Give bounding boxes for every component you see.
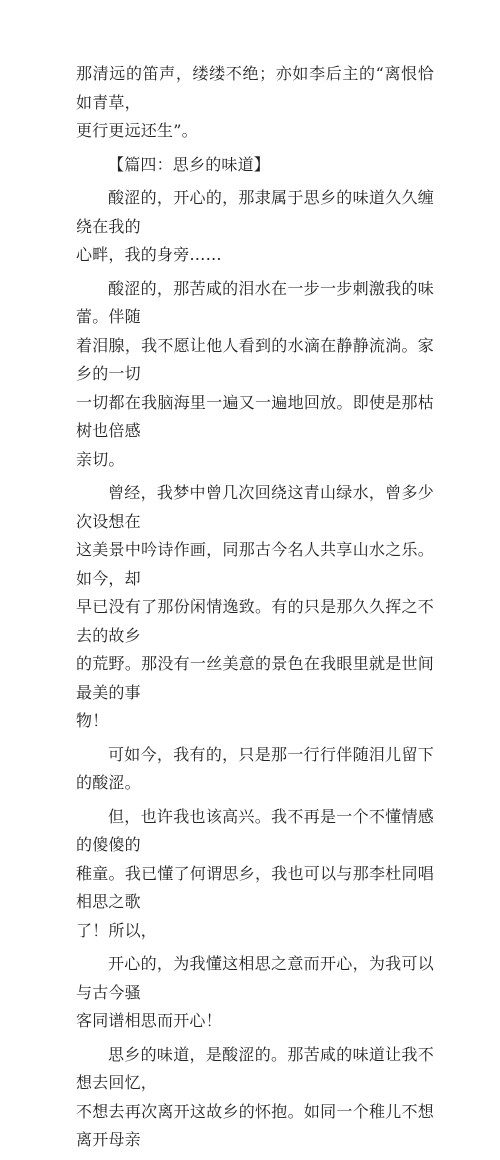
text-line: 可如今，我有的，只是那一行行伴随泪儿留下的酸涩。 [76,744,434,792]
paragraph-8 [76,1041,434,1155]
text-line: 的荒野。那没有一丝美意的景色在我眼里就是世间最美的事 [76,654,434,702]
text-line: 不想去再次离开这故乡的怀抱。如同一个稚儿不想离开母亲 [76,1101,434,1149]
paragraph-3 [76,275,434,475]
text-line: 客同谱相思而开心！ [76,1011,222,1030]
text-line: 曾经，我梦中曾几次回绕这青山绿水，曾多少次设想在 [76,483,434,531]
paragraph-4 [76,479,434,736]
text-line: 物！ [76,711,109,730]
text-line: 亲切。 [76,449,125,469]
text-line: 酸涩的，开心的，那隶属于思乡的味道久久缠绕在我的 [76,188,434,236]
paragraph-5 [76,741,434,798]
document-body [76,60,434,1160]
text-line: 开心的，为我懂这相思之意而开心，为我可以与古今骚 [76,954,434,1002]
heading-text: 【篇四：思乡的味道】 [108,154,271,174]
text-line: 早已没有了那份闲情逸致。有的只是那久久挥之不去的故乡 [76,597,434,645]
text-line: 但，也许我也该高兴。我不再是一个不懂情感的傻傻的 [76,806,434,854]
paragraph-7 [76,950,434,1036]
text-line: 更行更远还生”。 [76,121,198,140]
paragraph-1 [76,60,434,146]
section-heading [76,151,434,180]
text-line: 一切都在我脑海里一遍又一遍地回放。即使是那枯树也倍感 [76,392,434,440]
paragraph-6 [76,803,434,946]
text-line: 稚童。我已懂了何谓思乡，我也可以与那李杜同唱相思之歌 [76,863,434,911]
text-line: 了！所以， [76,920,158,940]
text-line: 那清远的笛声，缕缕不绝；亦如李后主的“离恨恰如青草， [76,64,434,112]
paragraph-2 [76,184,434,270]
text-line: 思乡的味道，是酸涩的。那苦咸的味道让我不想去回忆， [76,1044,434,1092]
text-line: 酸涩的，那苦咸的泪水在一步一步刺激我的味蕾。伴随 [76,278,434,326]
text-line: 心畔，我的身旁…… [76,245,222,264]
text-line: 着泪腺，我不愿让他人看到的水滴在静静流淌。家乡的一切 [76,335,434,383]
text-line: 这美景中吟诗作画，同那古今名人共享山水之乐。如今，却 [76,540,434,588]
